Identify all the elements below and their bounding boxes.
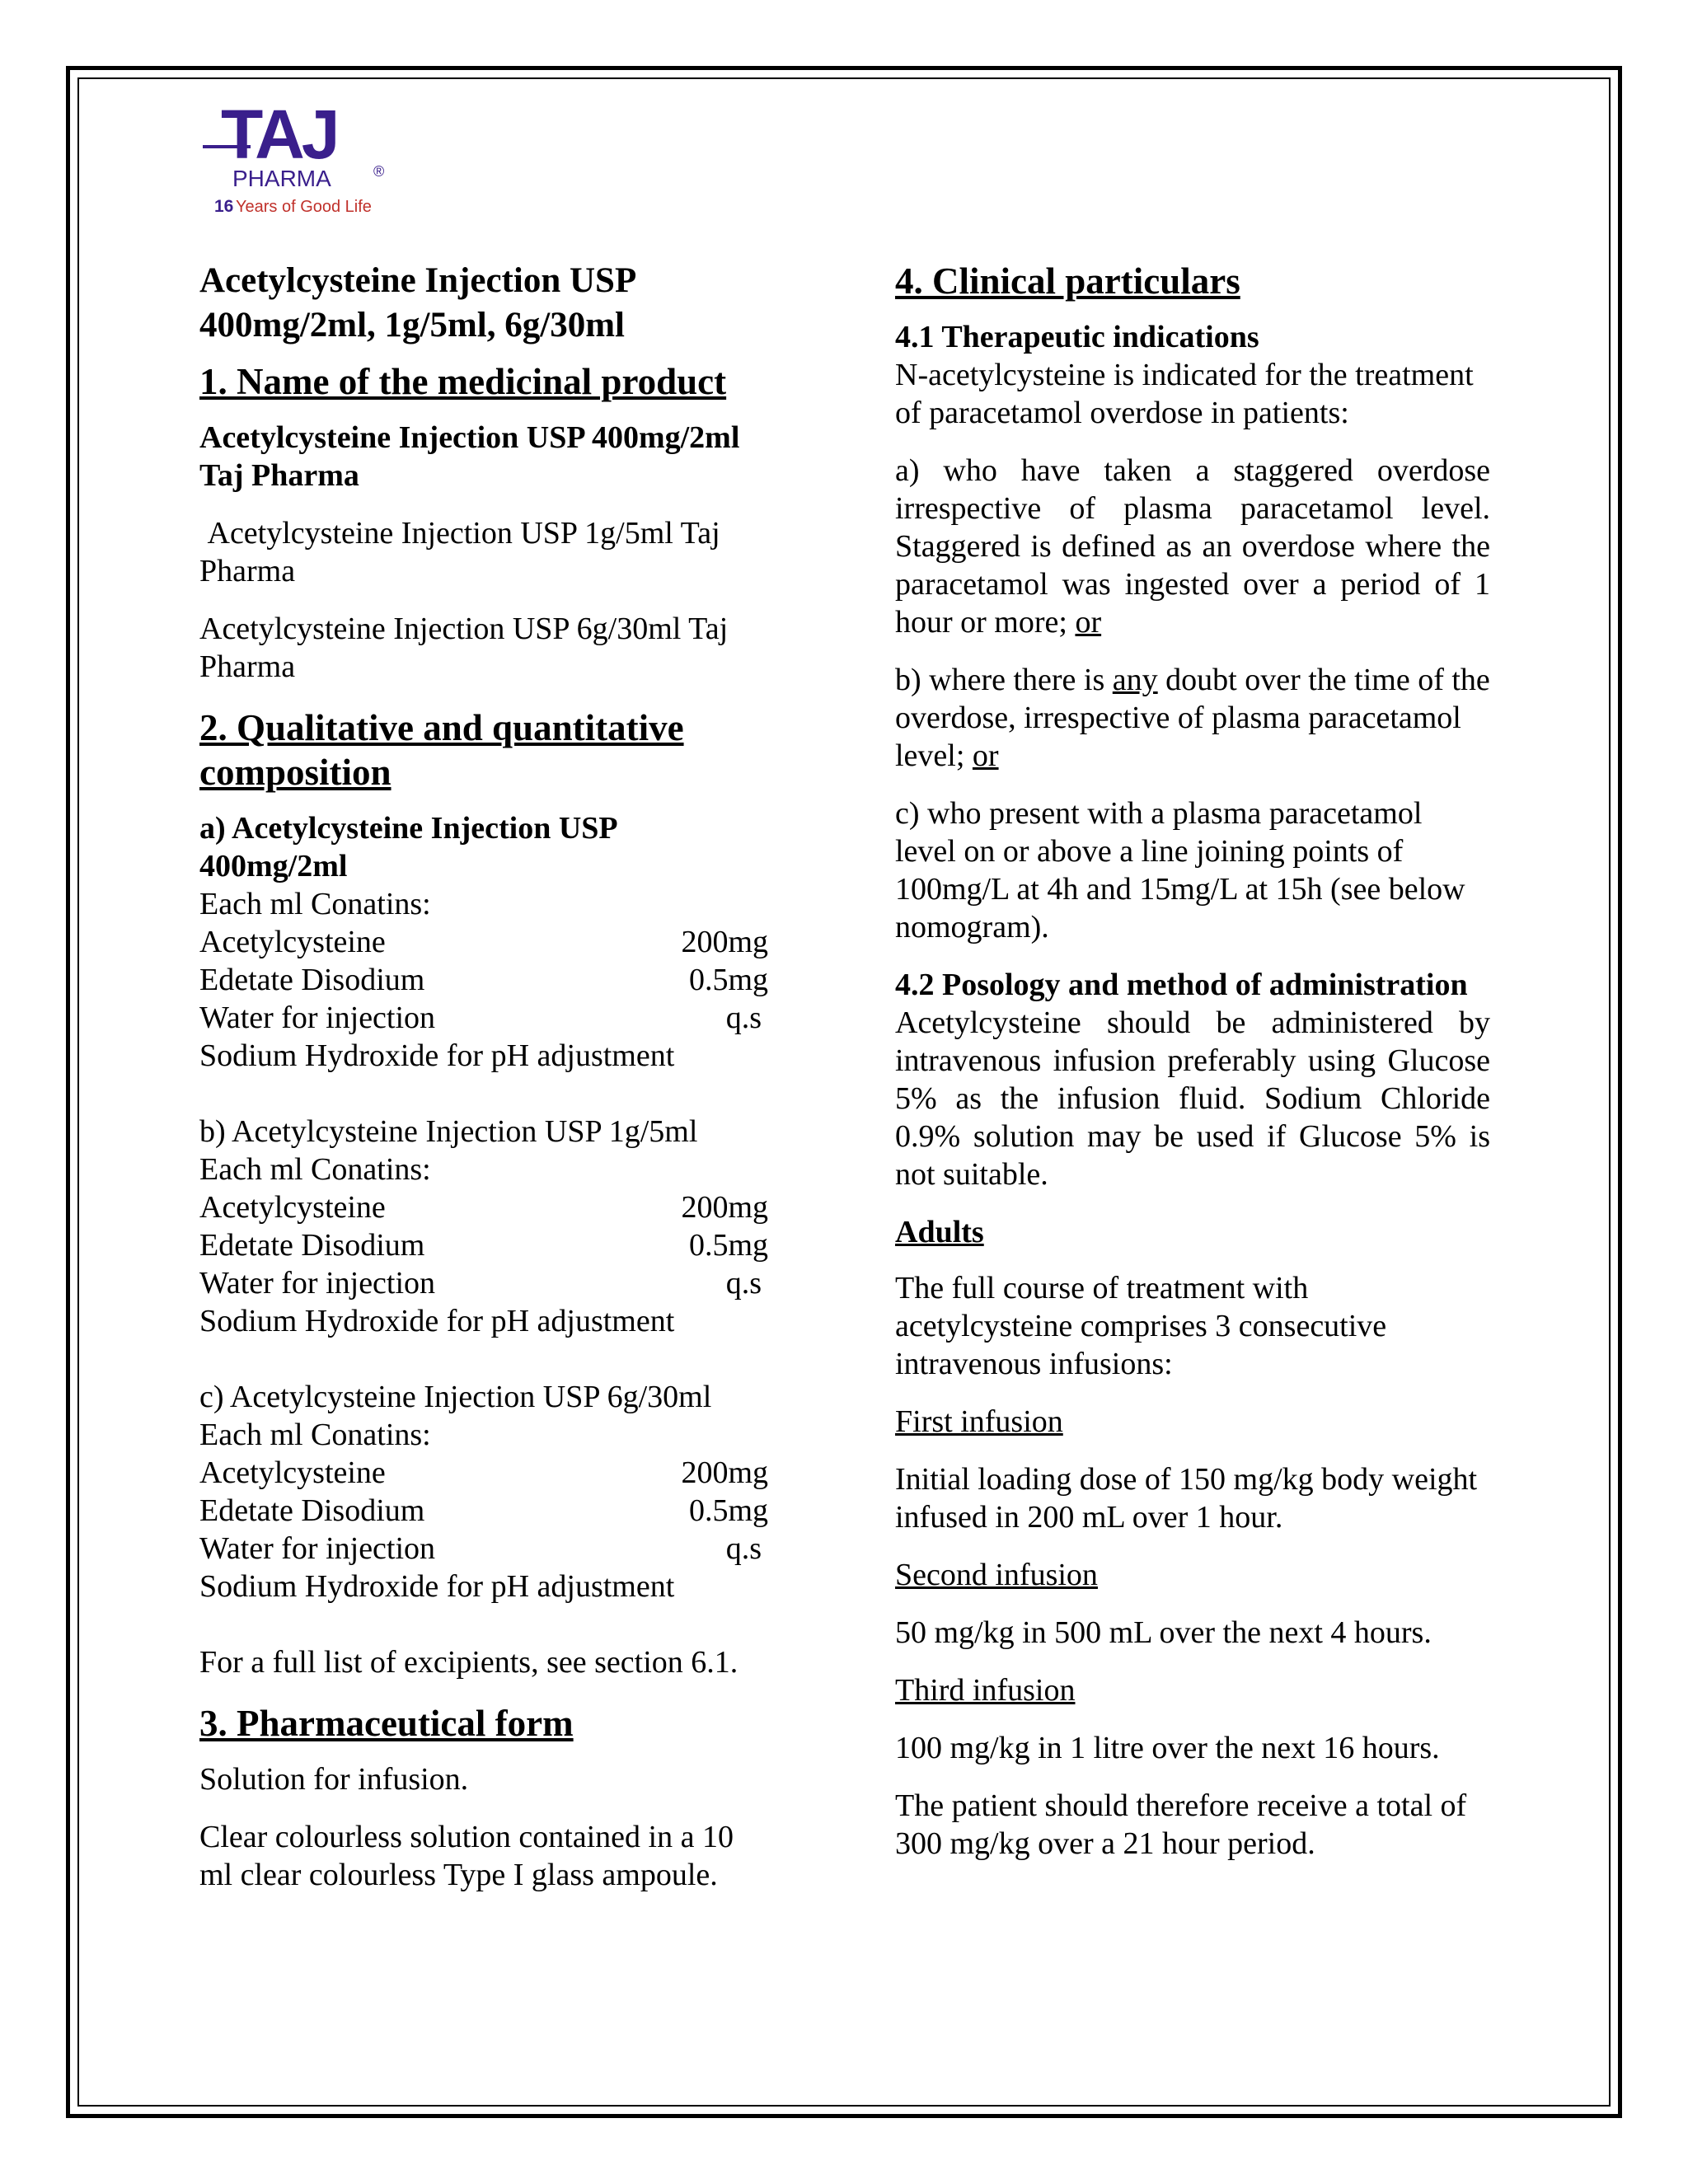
second-infusion-heading: Second infusion bbox=[895, 1558, 1098, 1592]
composition-row: Acetylcysteine 200mg bbox=[199, 1455, 768, 1490]
composition-c-last: Sodium Hydroxide for pH adjustment bbox=[199, 1569, 675, 1604]
left-column bbox=[199, 259, 768, 1914]
composition-row: Acetylcysteine 200mg bbox=[199, 1190, 768, 1225]
taj-pharma-logo bbox=[201, 99, 415, 223]
first-infusion-heading: First infusion bbox=[895, 1404, 1063, 1439]
composition-a-last: Sodium Hydroxide for pH adjustment bbox=[199, 1038, 675, 1073]
composition-a-each: Each ml Conatins: bbox=[199, 887, 431, 921]
second-infusion-text: 50 mg/kg in 500 mL over the next 4 hours. bbox=[895, 1615, 1432, 1650]
logo-sub: PHARMA bbox=[232, 166, 331, 191]
composition-b-last: Sodium Hydroxide for pH adjustment bbox=[199, 1304, 675, 1338]
section-4-heading: 4. Clinical particulars bbox=[895, 260, 1240, 302]
logo-years-num: 16 bbox=[214, 197, 234, 216]
composition-row: Edetate Disodium 0.5mg bbox=[199, 1228, 768, 1263]
composition-row: Edetate Disodium 0.5mg bbox=[199, 1493, 768, 1528]
composition-b-each: Each ml Conatins: bbox=[199, 1152, 431, 1187]
composition-row: Acetylcysteine 200mg bbox=[199, 925, 768, 959]
total-dose-text: The patient should therefore receive a total of 300 mg/kg over a 21 hour period. bbox=[895, 1788, 1467, 1861]
section-1-heading: 1. Name of the medicinal product bbox=[199, 361, 727, 402]
pharma-form-description: Clear colourless solution contained in a 10 ml clear colourless Type I glass ampoule. bbox=[199, 1820, 734, 1892]
third-infusion-heading: Third infusion bbox=[895, 1673, 1076, 1708]
logo-registered: ® bbox=[373, 163, 385, 180]
logo-brand: TAJ bbox=[221, 99, 337, 173]
adults-heading: Adults bbox=[895, 1215, 984, 1249]
section-4-1-heading: 4.1 Therapeutic indications bbox=[895, 320, 1259, 354]
composition-row: Water for injection q.s bbox=[199, 1266, 762, 1301]
section-2-heading: 2. Qualitative and quantitative composition bbox=[199, 707, 684, 793]
section-3-heading: 3. Pharmaceutical form bbox=[199, 1703, 574, 1744]
composition-c-title: c) Acetylcysteine Injection USP 6g/30ml bbox=[199, 1380, 712, 1414]
section-4-2-heading: 4.2 Posology and method of administration bbox=[895, 968, 1468, 1002]
composition-b bbox=[199, 1113, 768, 1340]
pharma-form-text: Solution for infusion. bbox=[199, 1762, 469, 1797]
composition-c-each: Each ml Conatins: bbox=[199, 1418, 431, 1452]
document-title: Acetylcysteine Injection USP 400mg/2ml, 1g/5ml, 6g/30ml bbox=[199, 261, 637, 344]
indication-c: c) who present with a plasma paracetamol level on or above a line joining points of 100mg/L at 4h and 15mg/L at 15h (see below nomogram). bbox=[895, 796, 1465, 944]
adults-text: The full course of treatment with acetylcysteine comprises 3 consecutive intravenous infusions: bbox=[895, 1271, 1387, 1381]
product-name-2: Acetylcysteine Injection USP 1g/5ml Taj Pharma bbox=[199, 516, 729, 588]
composition-row: Water for injection q.s bbox=[199, 1001, 762, 1035]
excipients-note: For a full list of excipients, see section 6.1. bbox=[199, 1645, 738, 1680]
indication-b: b) where there is any doubt over the time of the overdose, irrespective of plasma paracetamol level; or bbox=[895, 663, 1490, 773]
first-infusion-text: Initial loading dose of 150 mg/kg body weight infused in 200 mL over 1 hour. bbox=[895, 1462, 1478, 1535]
posology-text: Acetylcysteine should be administered by intravenous infusion preferably using Glucose 5% as the infusion fluid. Sodium Chloride 0.9% solution may be used if Glucose 5% is not suitable. bbox=[895, 1005, 1490, 1192]
composition-a bbox=[199, 809, 768, 1075]
indications-intro: N-acetylcysteine is indicated for the treatment of paracetamol overdose in patients: bbox=[895, 358, 1474, 430]
indication-a: a) who have taken a staggered overdose irrespective of plasma paracetamol level. Staggered is defined as an overdose where the paracetamol was ingested over a period of 1 hour or more; or bbox=[895, 453, 1490, 640]
product-name-1: Acetylcysteine Injection USP 400mg/2ml Taj Pharma bbox=[199, 420, 740, 493]
composition-row: Water for injection q.s bbox=[199, 1531, 762, 1566]
product-name-3: Acetylcysteine Injection USP 6g/30ml Taj Pharma bbox=[199, 612, 729, 684]
logo-years-text: Years of Good Life bbox=[236, 198, 372, 216]
composition-c bbox=[199, 1378, 768, 1605]
composition-a-title: a) Acetylcysteine Injection USP 400mg/2ml bbox=[199, 811, 617, 883]
right-column bbox=[895, 259, 1490, 1882]
composition-row: Edetate Disodium 0.5mg bbox=[199, 963, 768, 997]
third-infusion-text: 100 mg/kg in 1 litre over the next 16 hours. bbox=[895, 1731, 1440, 1765]
composition-b-title: b) Acetylcysteine Injection USP 1g/5ml bbox=[199, 1114, 698, 1149]
